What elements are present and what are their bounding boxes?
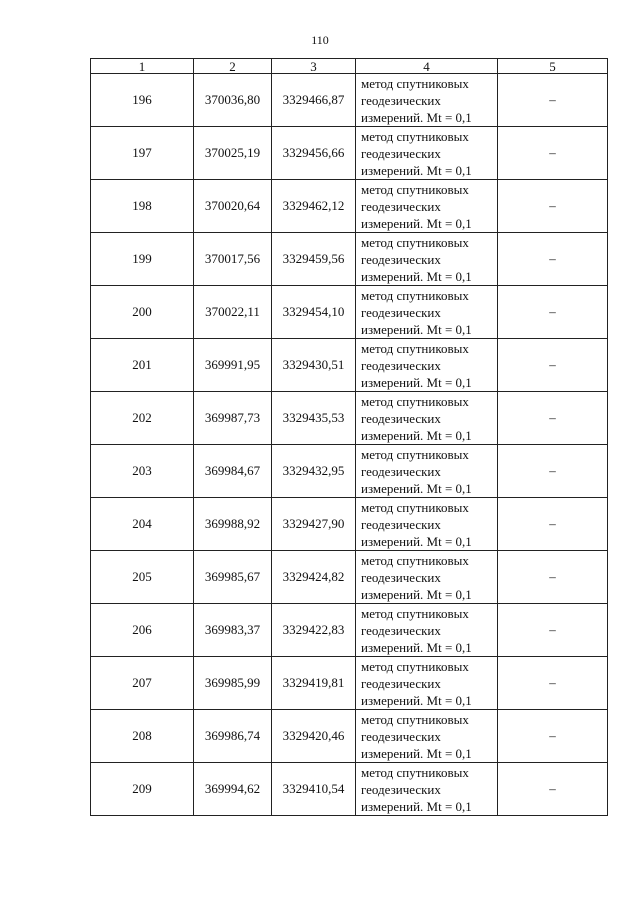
page-number: 110 — [311, 33, 329, 47]
method-line: измерений. Mt = 0,1 — [361, 427, 472, 443]
point-number-cell: 198 — [91, 180, 194, 233]
note-cell: – — [498, 657, 608, 710]
x-coordinate-cell: 369987,73 — [194, 392, 272, 445]
table-row — [91, 180, 608, 233]
note-cell: – — [498, 551, 608, 604]
method-cell — [356, 551, 498, 604]
point-number-cell: 207 — [91, 657, 194, 710]
note-cell: – — [498, 127, 608, 180]
point-number-cell: 201 — [91, 339, 194, 392]
method-line: геодезических — [361, 463, 441, 479]
y-coordinate-cell: 3329420,46 — [272, 710, 356, 763]
method-line: измерений. Mt = 0,1 — [361, 268, 472, 284]
y-coordinate-cell: 3329419,81 — [272, 657, 356, 710]
point-number-cell: 200 — [91, 286, 194, 339]
method-line: метод спутниковых — [361, 340, 469, 356]
method-line: измерений. Mt = 0,1 — [361, 639, 472, 655]
y-coordinate-cell: 3329427,90 — [272, 498, 356, 551]
point-number-cell: 209 — [91, 763, 194, 816]
method-line: измерений. Mt = 0,1 — [361, 533, 472, 549]
method-line: измерений. Mt = 0,1 — [361, 321, 472, 337]
method-line: геодезических — [361, 569, 441, 585]
method-line: метод спутниковых — [361, 75, 469, 91]
method-line: метод спутниковых — [361, 234, 469, 250]
x-coordinate-cell: 369984,67 — [194, 445, 272, 498]
y-coordinate-cell: 3329432,95 — [272, 445, 356, 498]
y-coordinate-cell: 3329424,82 — [272, 551, 356, 604]
note-cell: – — [498, 604, 608, 657]
table-row — [91, 392, 608, 445]
note-cell: – — [498, 233, 608, 286]
method-line: метод спутниковых — [361, 287, 469, 303]
column-header: 3 — [272, 59, 356, 74]
x-coordinate-cell: 369988,92 — [194, 498, 272, 551]
method-cell — [356, 498, 498, 551]
method-cell — [356, 445, 498, 498]
column-header: 4 — [356, 59, 498, 74]
note-cell: – — [498, 286, 608, 339]
method-line: метод спутниковых — [361, 393, 469, 409]
x-coordinate-cell: 370036,80 — [194, 74, 272, 127]
method-line: измерений. Mt = 0,1 — [361, 374, 472, 390]
y-coordinate-cell: 3329462,12 — [272, 180, 356, 233]
column-header: 5 — [498, 59, 608, 74]
method-cell — [356, 233, 498, 286]
y-coordinate-cell: 3329435,53 — [272, 392, 356, 445]
method-line: геодезических — [361, 304, 441, 320]
y-coordinate-cell: 3329456,66 — [272, 127, 356, 180]
method-line: измерений. Mt = 0,1 — [361, 798, 472, 814]
note-cell: – — [498, 763, 608, 816]
y-coordinate-cell: 3329430,51 — [272, 339, 356, 392]
table-header-row — [91, 59, 608, 74]
point-number-cell: 196 — [91, 74, 194, 127]
method-cell — [356, 657, 498, 710]
x-coordinate-cell: 369991,95 — [194, 339, 272, 392]
method-cell — [356, 74, 498, 127]
method-cell — [356, 763, 498, 816]
method-cell — [356, 604, 498, 657]
x-coordinate-cell: 370025,19 — [194, 127, 272, 180]
method-line: геодезических — [361, 516, 441, 532]
x-coordinate-cell: 370017,56 — [194, 233, 272, 286]
y-coordinate-cell: 3329410,54 — [272, 763, 356, 816]
method-line: геодезических — [361, 410, 441, 426]
method-line: метод спутниковых — [361, 605, 469, 621]
method-line: геодезических — [361, 251, 441, 267]
table-row — [91, 710, 608, 763]
note-cell: – — [498, 498, 608, 551]
method-line: метод спутниковых — [361, 764, 469, 780]
table-row — [91, 445, 608, 498]
coordinates-table — [90, 58, 608, 816]
method-line: измерений. Mt = 0,1 — [361, 745, 472, 761]
method-line: измерений. Mt = 0,1 — [361, 162, 472, 178]
point-number-cell: 206 — [91, 604, 194, 657]
table-row — [91, 551, 608, 604]
table-row — [91, 657, 608, 710]
method-line: метод спутниковых — [361, 658, 469, 674]
note-cell: – — [498, 710, 608, 763]
method-line: геодезических — [361, 198, 441, 214]
x-coordinate-cell: 369985,99 — [194, 657, 272, 710]
table-row — [91, 233, 608, 286]
note-cell: – — [498, 180, 608, 233]
point-number-cell: 197 — [91, 127, 194, 180]
method-cell — [356, 710, 498, 763]
method-line: геодезических — [361, 145, 441, 161]
method-cell — [356, 286, 498, 339]
x-coordinate-cell: 369983,37 — [194, 604, 272, 657]
point-number-cell: 204 — [91, 498, 194, 551]
y-coordinate-cell: 3329459,56 — [272, 233, 356, 286]
method-line: геодезических — [361, 622, 441, 638]
x-coordinate-cell: 370022,11 — [194, 286, 272, 339]
method-line: геодезических — [361, 357, 441, 373]
note-cell: – — [498, 339, 608, 392]
method-cell — [356, 392, 498, 445]
method-line: измерений. Mt = 0,1 — [361, 480, 472, 496]
table-row — [91, 604, 608, 657]
method-line: метод спутниковых — [361, 499, 469, 515]
method-line: метод спутниковых — [361, 711, 469, 727]
method-line: измерений. Mt = 0,1 — [361, 586, 472, 602]
method-line: геодезических — [361, 728, 441, 744]
method-line: геодезических — [361, 92, 441, 108]
x-coordinate-cell: 369985,67 — [194, 551, 272, 604]
table-row — [91, 286, 608, 339]
x-coordinate-cell: 369994,62 — [194, 763, 272, 816]
method-line: геодезических — [361, 675, 441, 691]
note-cell: – — [498, 74, 608, 127]
method-line: метод спутниковых — [361, 446, 469, 462]
method-cell — [356, 180, 498, 233]
method-line: метод спутниковых — [361, 552, 469, 568]
table-row — [91, 339, 608, 392]
point-number-cell: 203 — [91, 445, 194, 498]
y-coordinate-cell: 3329466,87 — [272, 74, 356, 127]
table-row — [91, 498, 608, 551]
y-coordinate-cell: 3329454,10 — [272, 286, 356, 339]
method-line: метод спутниковых — [361, 181, 469, 197]
y-coordinate-cell: 3329422,83 — [272, 604, 356, 657]
method-line: измерений. Mt = 0,1 — [361, 692, 472, 708]
method-line: измерений. Mt = 0,1 — [361, 109, 472, 125]
method-cell — [356, 127, 498, 180]
column-header: 2 — [194, 59, 272, 74]
method-line: геодезических — [361, 781, 441, 797]
note-cell: – — [498, 445, 608, 498]
point-number-cell: 202 — [91, 392, 194, 445]
method-cell — [356, 339, 498, 392]
table-row — [91, 74, 608, 127]
x-coordinate-cell: 370020,64 — [194, 180, 272, 233]
table-row — [91, 763, 608, 816]
column-header: 1 — [91, 59, 194, 74]
method-line: измерений. Mt = 0,1 — [361, 215, 472, 231]
x-coordinate-cell: 369986,74 — [194, 710, 272, 763]
method-line: метод спутниковых — [361, 128, 469, 144]
point-number-cell: 205 — [91, 551, 194, 604]
point-number-cell: 199 — [91, 233, 194, 286]
point-number-cell: 208 — [91, 710, 194, 763]
note-cell: – — [498, 392, 608, 445]
table-row — [91, 127, 608, 180]
